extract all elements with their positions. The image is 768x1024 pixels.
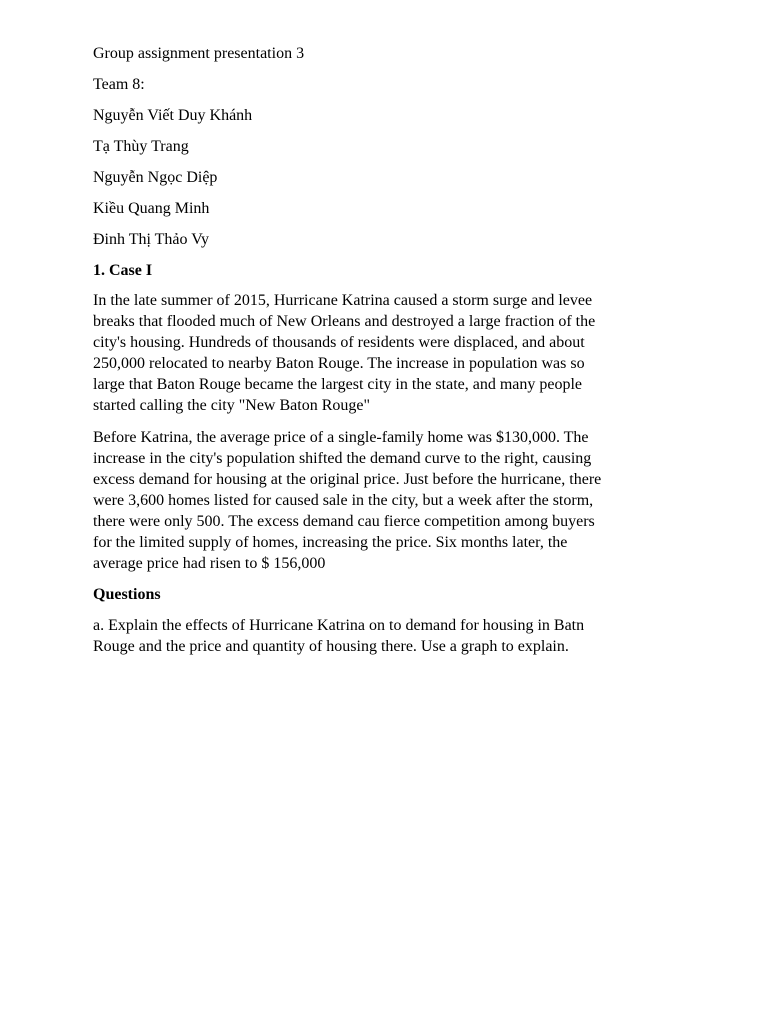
team-label: Team 8: (93, 76, 145, 93)
paragraph-line: average price had risen to $ 156,000 (93, 555, 326, 572)
case-heading: 1. Case I (93, 262, 153, 279)
paragraph-line: 250,000 relocated to nearby Baton Rouge. The increase in population was so (93, 355, 585, 372)
paragraph-line: started calling the city "New Baton Rouge" (93, 397, 370, 414)
team-member: Nguyễn Viết Duy Khánh (93, 107, 253, 124)
paragraph-line: large that Baton Rouge became the largest city in the state, and many people (93, 376, 583, 393)
document-title: Group assignment presentation 3 (93, 45, 305, 62)
team-member: Nguyễn Ngọc Diệp (93, 169, 218, 186)
paragraph-line: excess demand for housing at the original price. Just before the hurricane, there (93, 471, 602, 488)
paragraph-line: Before Katrina, the average price of a single-family home was $130,000. The (93, 429, 589, 446)
paragraph-line: city's housing. Hundreds of thousands of residents were displaced, and about (93, 334, 585, 351)
paragraph-line: a. Explain the effects of Hurricane Katrina on to demand for housing in Batn (93, 617, 585, 634)
team-member: Kiều Quang Minh (93, 200, 210, 217)
paragraph-line: Rouge and the price and quantity of housing there. Use a graph to explain. (93, 638, 569, 655)
case-paragraph-2 (93, 427, 673, 574)
questions-heading: Questions (93, 586, 161, 603)
paragraph-line: there were only 500. The excess demand cau fierce competition among buyers (93, 513, 595, 530)
paragraph-line: In the late summer of 2015, Hurricane Katrina caused a storm surge and levee (93, 292, 593, 309)
paragraph-line: breaks that flooded much of New Orleans and destroyed a large fraction of the (93, 313, 596, 330)
case-paragraph-1 (93, 290, 673, 416)
paragraph-line: increase in the city's population shifted the demand curve to the right, causing (93, 450, 592, 467)
question-a (93, 615, 673, 657)
paragraph-line: were 3,600 homes listed for caused sale in the city, but a week after the storm, (93, 492, 594, 509)
team-member: Đinh Thị Thảo Vy (93, 231, 210, 248)
team-member: Tạ Thùy Trang (93, 138, 189, 155)
paragraph-line: for the limited supply of homes, increasing the price. Six months later, the (93, 534, 568, 551)
